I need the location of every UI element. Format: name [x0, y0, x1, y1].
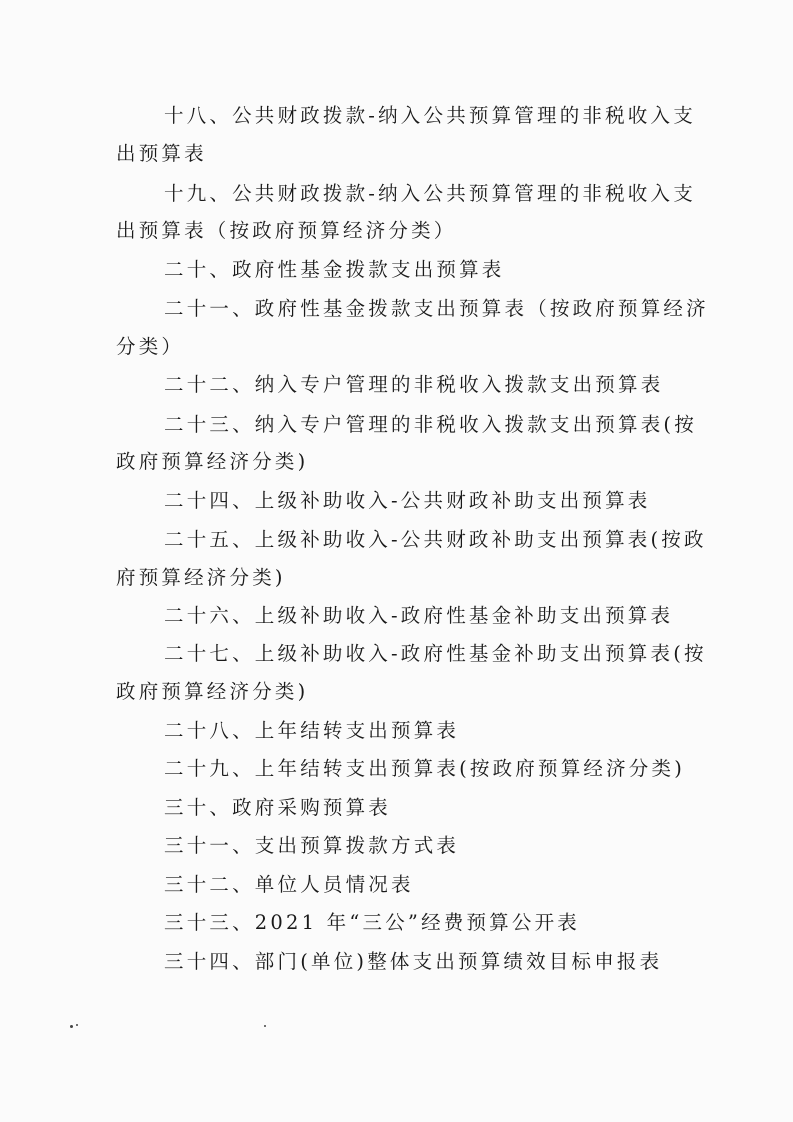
list-item-24: 二十四、上级补助收入-公共财政补助支出预算表 — [164, 489, 651, 512]
list-item-22: 二十二、纳入专户管理的非税收入拨款支出预算表 — [164, 373, 664, 396]
scan-speck — [264, 1025, 266, 1027]
list-item-21-line2: 分类） — [116, 335, 185, 358]
list-item-23-line2: 政府预算经济分类) — [116, 450, 309, 473]
list-item-18-line2: 出预算表 — [116, 142, 207, 165]
list-item-21-line1: 二十一、政府性基金拨款支出预算表（按政府预算经济 — [164, 297, 709, 320]
list-item-27-line2: 政府预算经济分类) — [116, 680, 309, 703]
list-item-20: 二十、政府性基金拨款支出预算表 — [164, 258, 505, 281]
list-item-31: 三十一、支出预算拨款方式表 — [164, 834, 460, 857]
list-item-25-line2: 府预算经济分类) — [116, 566, 286, 589]
list-item-23-line1: 二十三、纳入专户管理的非税收入拨款支出预算表(按 — [164, 413, 697, 436]
list-item-19-line2: 出预算表（按政府预算经济分类） — [116, 219, 457, 242]
list-item-29: 二十九、上年结转支出预算表(按政府预算经济分类) — [164, 757, 686, 780]
list-item-34: 三十四、部门(单位)整体支出预算绩效目标申报表 — [164, 950, 663, 973]
scan-speck — [70, 1025, 73, 1028]
list-item-30: 三十、政府采购预算表 — [164, 796, 392, 819]
list-item-32: 三十二、单位人员情况表 — [164, 873, 414, 896]
list-item-25-line1: 二十五、上级补助收入-公共财政补助支出预算表(按政 — [164, 528, 707, 551]
list-item-18-line1: 十八、公共财政拨款-纳入公共预算管理的非税收入支 — [164, 104, 696, 127]
list-item-26: 二十六、上级补助收入-政府性基金补助支出预算表 — [164, 604, 674, 627]
scan-speck — [76, 1024, 78, 1026]
list-item-27-line1: 二十七、上级补助收入-政府性基金补助支出预算表(按 — [164, 642, 707, 665]
list-item-19-line1: 十九、公共财政拨款-纳入公共预算管理的非税收入支 — [164, 182, 696, 205]
list-item-33: 三十三、2021 年“三公”经费预算公开表 — [164, 911, 580, 934]
list-item-28: 二十八、上年结转支出预算表 — [164, 719, 460, 742]
